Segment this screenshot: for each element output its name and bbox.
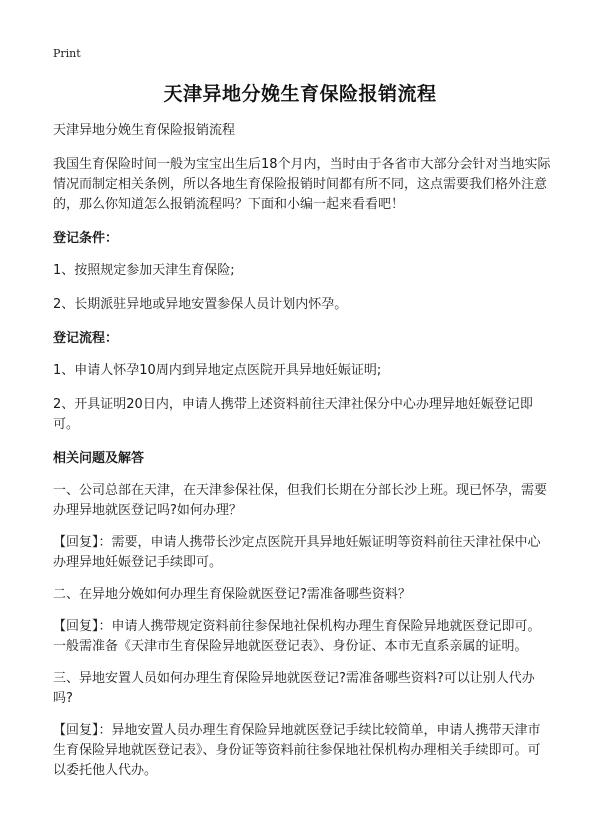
- faq-heading: 相关问题及解答: [53, 451, 145, 466]
- faq-answer: 【回复】：需要，申请人携带长沙定点医院开具异地妊娠证明等资料前往天津社保中心办理异地妊娠登记手续即可。: [53, 535, 541, 570]
- print-label: Print: [53, 47, 81, 60]
- document-body: [53, 121, 553, 793]
- condition-item: 2、长期派驻异地或异地安置参保人员计划内怀孕。: [53, 297, 348, 312]
- subtitle: 天津异地分娩生育保险报销流程: [53, 123, 236, 138]
- faq-question: 三、异地安置人员如何办理生育保险异地就医登记?需准备哪些资料?可以让别人代办吗?: [53, 671, 535, 706]
- intro-paragraph: 我国生育保险时间一般为宝宝出生后18个月内，当时由于各省市大部分会针对当地实际情况而制定相关条例，所以各地生育保险报销时间都有所不同，这点需要我们格外注意的，那么你知道怎么报销流程吗？下面和小编一起来看看吧！: [53, 157, 551, 212]
- process-heading: 登记流程：: [53, 331, 119, 346]
- document-title: 天津异地分娩生育保险报销流程: [163, 83, 437, 105]
- condition-item: 1、按照规定参加天津生育保险;: [53, 263, 235, 278]
- faq-question: 二、在异地分娩如何办理生育保险就医登记?需准备哪些资料？: [53, 587, 411, 602]
- process-item: 1、申请人怀孕10周内到异地定点医院开具异地妊娠证明;: [53, 363, 382, 378]
- process-item: 2、开具证明20日内，申请人携带上述资料前往天津社保分中心办理异地妊娠登记即可。: [53, 397, 533, 432]
- faq-question: 一、公司总部在天津，在天津参保社保，但我们长期在分部长沙上班。现已怀孕，需要办理异地就医登记吗?如何办理？: [53, 483, 548, 518]
- faq-answer: 【回复】：异地安置人员办理生育保险异地就医登记手续比较简单，申请人携带天津市生育保险异地就医登记表》、身份证等资料前往参保地社保机构办理相关手续即可。可以委托他人代办。: [53, 723, 541, 778]
- faq-answer: 【回复】：申请人携带规定资料前往参保地社保机构办理生育保险异地就医登记即可。一般需准备《天津市生育保险异地就医登记表》、身份证、本市无直系亲属的证明。: [53, 619, 541, 654]
- conditions-heading: 登记条件：: [53, 231, 119, 246]
